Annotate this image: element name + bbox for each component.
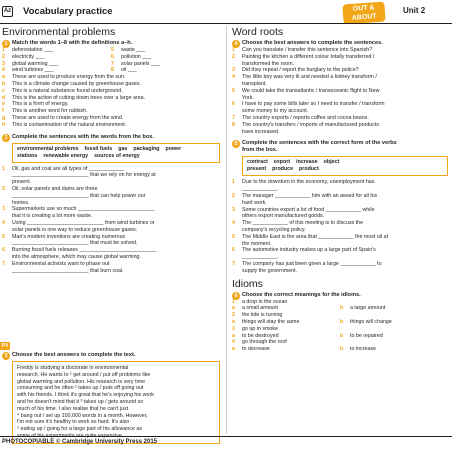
exercise-number: 5 — [232, 140, 240, 148]
list-item — [2, 261, 220, 268]
item-text: ____________. — [242, 186, 279, 193]
text-line: and he doesn't mind that it ³ takes up / gets around so — [17, 398, 144, 405]
item-number: 7 — [111, 60, 114, 67]
list-item — [232, 193, 448, 200]
item-text: company's recycling policy. — [242, 226, 306, 233]
definition-item — [2, 74, 220, 81]
item-text: Some countries export a lot of food ____________ while — [242, 206, 375, 213]
exercise-3-instruction: 3 Choose the best answers to complete the text. — [2, 352, 220, 359]
exercise-4-instruction: 4 Choose the best answers to complete the sentences. — [232, 40, 448, 47]
list-item — [2, 179, 220, 186]
option-letter: b — [340, 305, 344, 312]
item-number: 5 — [232, 233, 235, 240]
item-text: deforestation ___ — [12, 47, 53, 53]
item-number: 2 — [232, 192, 235, 199]
exercise-1-instruction: 1 Match the words 1–8 with the definitions a–h. — [2, 40, 220, 47]
item-text: __________________________ that must be solved. — [12, 240, 138, 247]
list-item — [232, 95, 448, 102]
item-text: go through the roof — [242, 339, 287, 346]
item-text: The country's transfers / imports of manufactured products — [242, 121, 380, 128]
option-letter: a — [232, 305, 235, 312]
word-item — [2, 47, 111, 54]
list-item — [2, 240, 220, 247]
item-text: oil ___ — [121, 67, 137, 74]
box-word: gas — [118, 145, 128, 152]
idiom-options — [232, 346, 448, 353]
footer-rule — [0, 436, 452, 437]
list-item — [2, 227, 220, 234]
option-text: to increase — [350, 346, 376, 353]
list-item — [232, 74, 448, 81]
definition-item — [2, 108, 220, 115]
exercise-2-instruction: 2 Complete the sentences with the words from the box. — [2, 134, 220, 141]
verb-box — [242, 156, 448, 176]
word-item — [2, 67, 111, 74]
word-item — [111, 67, 220, 74]
list-item — [2, 166, 220, 173]
item-text: Oil, solar panels and dams are three — [12, 185, 98, 192]
item-number: e — [2, 101, 5, 108]
item-number: 2 — [2, 53, 5, 60]
list-item — [232, 129, 448, 136]
option-text: a small amount — [242, 305, 278, 312]
item-text: the tide is turning — [242, 312, 283, 319]
item-number: d — [2, 94, 6, 101]
option-text: a large amount — [350, 305, 386, 312]
item-text: This is a form of energy. — [12, 101, 69, 108]
item-number: 6 — [2, 247, 5, 254]
item-text: The Middle East is the area that ____________ the most oil at — [242, 233, 389, 240]
idiom-question — [232, 326, 448, 333]
word-item — [2, 61, 111, 68]
idiom-question — [232, 312, 448, 319]
item-number: 3 — [232, 206, 235, 213]
box-word: present — [247, 166, 267, 173]
phrasal-verbs-tag: PV — [1, 343, 9, 349]
item-text: have increased. — [242, 128, 280, 135]
text-line: I'm not sure it's healthy to work so hard. It's also — [17, 419, 130, 426]
exercise-1-definitions — [2, 74, 220, 128]
item-text: York. — [242, 94, 254, 101]
option-letter: b — [340, 332, 344, 339]
option-b — [340, 333, 448, 340]
exercise-5-items — [232, 179, 448, 274]
item-text: electricity ___ — [12, 53, 45, 60]
item-text: into the atmosphere, which may cause global warming. — [12, 253, 141, 260]
item-number: 7 — [2, 260, 5, 267]
exercise-6-instruction: 6 Choose the correct meanings for the idioms. — [232, 292, 448, 299]
list-item — [232, 186, 448, 193]
list-item — [2, 172, 220, 179]
option-letter: b — [340, 346, 344, 353]
exercise-number: 2 — [2, 134, 10, 142]
text-line: with his friends. I think it's great that he's enjoying his work — [17, 392, 154, 399]
list-item — [2, 186, 220, 193]
item-number: 2 — [232, 53, 235, 60]
list-item — [232, 254, 448, 261]
exercise-4-items — [232, 47, 448, 135]
list-item — [232, 61, 448, 68]
item-text: Man's modern inventions are creating numerous — [12, 233, 126, 240]
option-text: things will change — [350, 318, 392, 325]
text-line: global warming and pollution. His research is very time — [17, 378, 146, 385]
item-text: This is another word for rubbish. — [12, 108, 88, 115]
item-text: Did they repeat / report the burglary to the police? — [242, 67, 359, 74]
section-title-idioms: Idioms — [232, 277, 263, 290]
exercise-number: 3 — [2, 352, 10, 360]
section-title-word-roots: Word roots — [232, 26, 284, 38]
item-number: 6 — [232, 247, 235, 254]
option-letter: a — [232, 318, 235, 325]
item-text: __________________________ that burn coal. — [12, 267, 124, 274]
list-item — [232, 81, 448, 88]
item-text: Painting the kitchen a different colour totally transferred / — [242, 53, 375, 60]
exercise-3 — [2, 350, 220, 444]
item-text: supply the government. — [242, 267, 298, 274]
box-word: power stations — [17, 145, 182, 159]
item-text: The little boy was very ill and needed a kidney transform / — [242, 74, 377, 81]
word-item — [111, 47, 220, 54]
item-text: These are used to produce energy from the sun. — [12, 74, 126, 81]
box-word: sources of energy — [94, 152, 140, 159]
option-a — [232, 333, 340, 340]
box-word: export — [273, 159, 291, 166]
word-item — [111, 61, 220, 68]
list-item — [232, 108, 448, 115]
item-text: Supermarkets use so much __________________________ — [12, 206, 155, 213]
item-text: some money to my account. — [242, 108, 309, 115]
header — [0, 2, 452, 24]
item-number: 2 — [232, 312, 235, 319]
option-text: to be destroyed — [242, 332, 279, 339]
option-letter: a — [232, 346, 235, 353]
list-item — [232, 207, 448, 214]
item-number: 4 — [2, 219, 5, 226]
box-word: produce — [272, 166, 294, 173]
left-column — [2, 26, 220, 274]
definition-item — [2, 115, 220, 122]
item-text: homes. — [12, 199, 30, 206]
list-item — [2, 206, 220, 213]
item-text: that it is creating a lot more waste. — [12, 213, 93, 220]
item-number: f — [2, 108, 4, 115]
item-text: These are used to create energy from the wind. — [12, 114, 124, 121]
exercise-6-items — [232, 299, 448, 353]
option-a — [232, 346, 340, 353]
definition-item — [2, 122, 220, 129]
definition-item — [2, 81, 220, 88]
list-item — [232, 200, 448, 207]
item-text: pollution ___ — [121, 53, 152, 60]
option-a — [232, 319, 340, 326]
copyright-footer: PHOTOCOPIABLE © Cambridge University Press 2015 — [2, 439, 158, 445]
header-rule — [0, 23, 452, 24]
item-number: 1 — [2, 47, 5, 53]
item-text: a drop in the ocean — [242, 298, 288, 305]
item-number: c — [2, 87, 5, 94]
item-text: This is the action of cutting down trees over a large area. — [12, 94, 146, 101]
column-divider — [226, 26, 227, 434]
unit-label: Unit 2 — [403, 6, 426, 15]
option-b — [340, 305, 448, 312]
item-number: 2 — [2, 185, 5, 192]
page-title: Vocabulary practice — [23, 6, 113, 17]
item-text: Environmental activists want to phase out — [12, 260, 110, 267]
item-number: a — [2, 74, 5, 81]
option-b — [340, 346, 448, 353]
box-word: increase — [296, 159, 318, 166]
definition-item — [2, 95, 220, 102]
list-item — [232, 179, 448, 186]
item-number: 3 — [232, 67, 235, 74]
item-number: 4 — [232, 220, 235, 227]
item-text: This is a natural substance found underground. — [12, 87, 123, 94]
item-text: The ____________ of this meeting is to discuss the — [242, 220, 364, 227]
exercise-1-words — [2, 47, 220, 74]
box-word: packaging — [133, 145, 160, 152]
text-line: ⁵ eating up / going for a large part of his allowance as — [17, 426, 142, 433]
item-text: Burning fossil fuels releases __________________________ — [12, 247, 157, 254]
item-number: 1 — [232, 298, 235, 305]
list-item — [232, 234, 448, 241]
item-text: waste ___ — [121, 47, 146, 53]
exercise-number: 6 — [232, 292, 240, 300]
definition-item — [2, 101, 220, 108]
list-item — [232, 88, 448, 95]
option-letter: b — [340, 318, 344, 325]
item-text: The manager ____________ him with an award for all his — [242, 192, 378, 199]
text-line: ⁴ bang out / set up 100,000 words in a month. However, — [17, 412, 148, 419]
word-box — [12, 143, 220, 163]
item-text: global warming ___ — [12, 60, 58, 67]
list-item — [2, 213, 220, 220]
exercise-2-items — [2, 166, 220, 275]
list-item — [232, 261, 448, 268]
item-text: Due to the downturn in the economy, unemployment has — [242, 179, 375, 186]
worksheet-icon: Az — [2, 6, 13, 17]
list-item — [232, 227, 448, 234]
item-text: We could take the transatlantic / transoceanic flight to New — [242, 87, 380, 94]
list-item — [2, 254, 220, 261]
out-and-about-logo: OUT & ABOUT — [342, 2, 385, 25]
list-item — [232, 54, 448, 61]
list-item — [232, 67, 448, 74]
item-number: 4 — [2, 67, 5, 74]
option-b — [340, 319, 448, 326]
list-item — [2, 193, 220, 200]
text-line: much of his time. I also realise that he can't just — [17, 405, 129, 412]
item-number: 3 — [2, 60, 5, 67]
box-word: contract — [247, 159, 268, 166]
item-number: 5 — [2, 233, 5, 240]
list-item — [232, 101, 448, 108]
exercise-number: 1 — [2, 40, 10, 48]
list-item — [232, 213, 448, 220]
item-text: Using __________________________ from wind turbines or — [12, 219, 155, 226]
list-item — [232, 122, 448, 129]
item-text: go up in smoke — [242, 325, 278, 332]
item-text: __________________________ that can help power our — [12, 192, 146, 199]
item-text: transplant. — [242, 80, 267, 87]
box-word: product — [299, 166, 319, 173]
item-number: 7 — [232, 260, 235, 267]
idiom-question — [232, 299, 448, 306]
item-number: 8 — [232, 121, 235, 128]
item-text: the moment. — [242, 240, 272, 247]
item-number: 4 — [232, 74, 235, 81]
item-number: 4 — [232, 339, 235, 346]
item-text: hard work. — [242, 199, 267, 206]
phrasal-verb-text — [12, 361, 220, 444]
option-text: things will stay the same — [242, 318, 300, 325]
item-text: solar panels ___ — [121, 60, 160, 67]
box-word: environmental problems — [17, 145, 79, 152]
item-number: 3 — [232, 325, 235, 332]
option-text: to decrease — [242, 346, 270, 353]
option-text: to be repaired — [350, 332, 383, 339]
idiom-options — [232, 305, 448, 312]
definition-item — [2, 88, 220, 95]
item-text: The company has just been given a large ____________ to — [242, 260, 382, 267]
item-number: 7 — [232, 114, 235, 121]
option-a — [232, 305, 340, 312]
text-line: consuming and he often ² takes up / puts off going out — [17, 385, 144, 392]
item-number: 3 — [2, 206, 5, 213]
text-line: research. He wants to ¹ get around / put off problems like — [17, 371, 151, 378]
list-item — [2, 200, 220, 207]
item-text: Oil, gas and coal are all types of ____________ — [12, 165, 125, 172]
item-number: b — [2, 80, 6, 87]
item-text: solar panels is one way to reduce greenhouse gases. — [12, 226, 138, 233]
item-number: 1 — [232, 179, 235, 186]
item-text: transformed the room. — [242, 60, 295, 67]
item-text: I have to pay some bills later so I need to transfer / transform — [242, 101, 385, 108]
item-text: This is a climate change caused by greenhouse gases. — [12, 80, 141, 87]
word-item — [111, 54, 220, 61]
item-number: g — [2, 114, 6, 121]
item-text: wind turbines ___ — [12, 67, 54, 74]
box-word: renewable energy — [43, 152, 89, 159]
item-text: The country exports / reports coffee and cocoa beans. — [242, 114, 369, 121]
exercise-number: 4 — [232, 40, 240, 48]
right-column — [232, 26, 448, 353]
list-item — [2, 234, 220, 241]
box-word: object — [323, 159, 340, 166]
section-title-environmental: Environmental problems — [2, 26, 116, 38]
list-item — [2, 247, 220, 254]
exercise-5-instruction: 5 Complete the sentences with the correct form of the verbs from the box. — [232, 140, 448, 154]
item-number: h — [2, 121, 6, 128]
list-item — [232, 115, 448, 122]
box-word: fossil fuels — [84, 145, 113, 152]
item-text: Can you translate / transfer this sentence into Spanish? — [242, 47, 373, 53]
list-item — [232, 47, 448, 54]
idiom-options — [232, 333, 448, 340]
option-letter: a — [232, 332, 235, 339]
list-item — [2, 220, 220, 227]
item-text: This is contamination of the natural environment. — [12, 121, 127, 128]
list-item — [2, 268, 220, 275]
item-number: 8 — [111, 67, 114, 74]
word-item — [2, 54, 111, 61]
item-number: 5 — [111, 47, 114, 53]
list-item — [232, 268, 448, 275]
item-number: 6 — [111, 53, 114, 60]
item-text: present. — [12, 179, 32, 186]
item-text: __________________________ that we rely on for energy at — [12, 172, 156, 179]
list-item — [232, 241, 448, 248]
list-item — [232, 220, 448, 227]
item-number: 1 — [232, 47, 235, 53]
list-item — [232, 247, 448, 254]
item-number: 1 — [2, 165, 5, 172]
text-line: Freddy is studying a doctorate in environmental — [17, 365, 129, 371]
item-text: others export manufactured goods. — [242, 213, 325, 220]
idiom-question — [232, 339, 448, 346]
item-number: 6 — [232, 101, 235, 108]
item-number: 5 — [232, 87, 235, 94]
item-text: ____________. — [242, 254, 279, 261]
idiom-options — [232, 319, 448, 326]
item-text: The automotive industry makes up a large part of Spain's — [242, 247, 376, 254]
